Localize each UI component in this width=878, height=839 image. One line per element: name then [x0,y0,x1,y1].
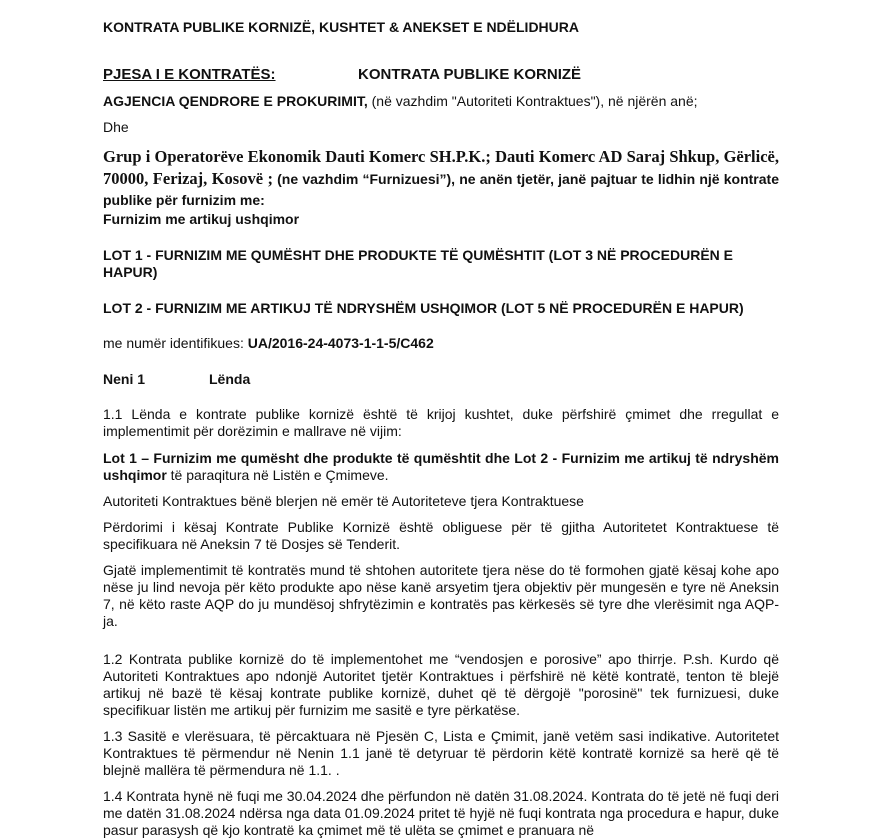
paragraph-1-3: 1.3 Sasitë e vlerësuara, të përcaktuara në Pjesën C, Lista e Çmimit, janë vetëm sasi indikative. Autoritetet Kontraktues të përmendur në Nenin 1.1 janë të detyruar të përdorin këtë kontratë kornizë sa herë që të blejnë mallëra të përmendura në 1.1. . [103,728,779,778]
agency-role: (në vazhdim "Autoriteti Kontraktues"), në njërën anë; [367,93,698,109]
lots-names: Lot 1 – Furnizim me qumësht dhe produkte të qumështit dhe Lot 2 - Furnizim me artikuj të ndryshëm ushqimor [103,450,779,483]
agency-paragraph [103,93,779,110]
usage-paragraph: Përdorimi i kësaj Kontrate Publike Kornizë është obliguese për të gjitha Autoritetet Kontraktuese të specifikuara në Aneksin 7 të Dosjes së Tenderit. [103,519,779,552]
article-label: Neni 1 [103,371,146,387]
supplier-name: Grup i Operatorëve Ekonomik Dauti Komerc SH.P.K.; Dauti Komerc AD Saraj Shkup, Gërlicë, 70000, Ferizaj, Kosovë ; [103,147,779,188]
paragraph-1-2: 1.2 Kontrata publike kornizë do të implementohet me “vendosjen e porosive” apo thirrje. P.sh. Kurdo që Autoriteti Kontraktues apo ndonjë Autoritet tjetër Kontraktues i përfshirë në këtë kontratë, tenton të blejë artikuj në bazë të kësaj kontrate publike kornizë, duhet që të dërgojë "porosinë" tek furnizuesi, duke specifikuar listën me artikuj për furnizim me sasitë e tyre përkatëse. [103,651,779,718]
and-word: Dhe [103,119,129,135]
part-label: PJESA I E KONTRATËS: [103,66,276,83]
buyer-paragraph: Autoriteti Kontraktues bënë blerjen në emër të Autoriteteve tjera Kontraktuese [103,493,584,509]
identifier-line [103,335,779,352]
lot-1-heading: LOT 1 - FURNIZIM ME QUMËSHT DHE PRODUKTE TË QUMËSHTIT (LOT 3 NË PROCEDURËN E HAPUR) [103,247,734,280]
lots-price-list: të paraqitura në Listën e Çmimeve. [166,467,389,483]
supplier-paragraph [103,146,779,211]
lots-paragraph [103,450,779,484]
lot-2-heading: LOT 2 - FURNIZIM ME ARTIKUJ TË NDRYSHËM USHQIMOR (LOT 5 NË PROCEDURËN E HAPUR) [103,300,744,316]
contract-subject: Furnizim me artikuj ushqimor [103,211,300,227]
supplier-role: (ne vazhdim “Furnizuesi”), ne anën tjetër, janë pajtuar te lidhin një kontrate publike për furnizim me: [103,171,779,208]
identifier-value: UA/2016-24-4073-1-1-5/C462 [247,335,434,351]
identifier-label: me numër identifikues: [103,335,248,351]
article-heading [103,371,779,388]
part-title: KONTRATA PUBLIKE KORNIZË [358,66,582,83]
paragraph-1-1: 1.1 Lënda e kontrate publike kornizë është të krijoj kushtet, duke përfshirë çmimet dhe rregullat e implementimit për dorëzimin e mallrave në vijim: [103,406,779,439]
paragraph-1-4: 1.4 Kontrata hynë në fuqi me 30.04.2024 dhe përfundon në datën 31.08.2024. Kontrata do të jetë në fuqi deri me datën 31.08.2024 ndërsa nga data 01.09.2024 pritet të hyjë në fuqi kontrata nga procedura e hapur, duke pasur parasysh që kjo kontratë ka çmimet më të ulëta se çmimet e pranuara në [103,788,779,838]
article-title: Lënda [209,371,251,387]
implementation-paragraph: Gjatë implementimit të kontratës mund të shtohen autoritete tjera nëse do të formohen gjatë kësaj kohe apo nëse ju lind nevoja për këto produkte apo nëse kanë arsyetim tjera objektiv për mungesën e tyre në Aneksin 7, në këto raste AQP do ju mundësoj shfrytëzimin e kontratës pas kërkesës së tyre dhe vlerësimit nga AQP-ja. [103,562,779,629]
agency-name: AGJENCIA QENDRORE E PROKURIMIT, [103,93,368,109]
document-title: KONTRATA PUBLIKE KORNIZË, KUSHTET & ANEKSET E NDËLIDHURA [103,19,579,35]
part-heading [103,66,779,83]
